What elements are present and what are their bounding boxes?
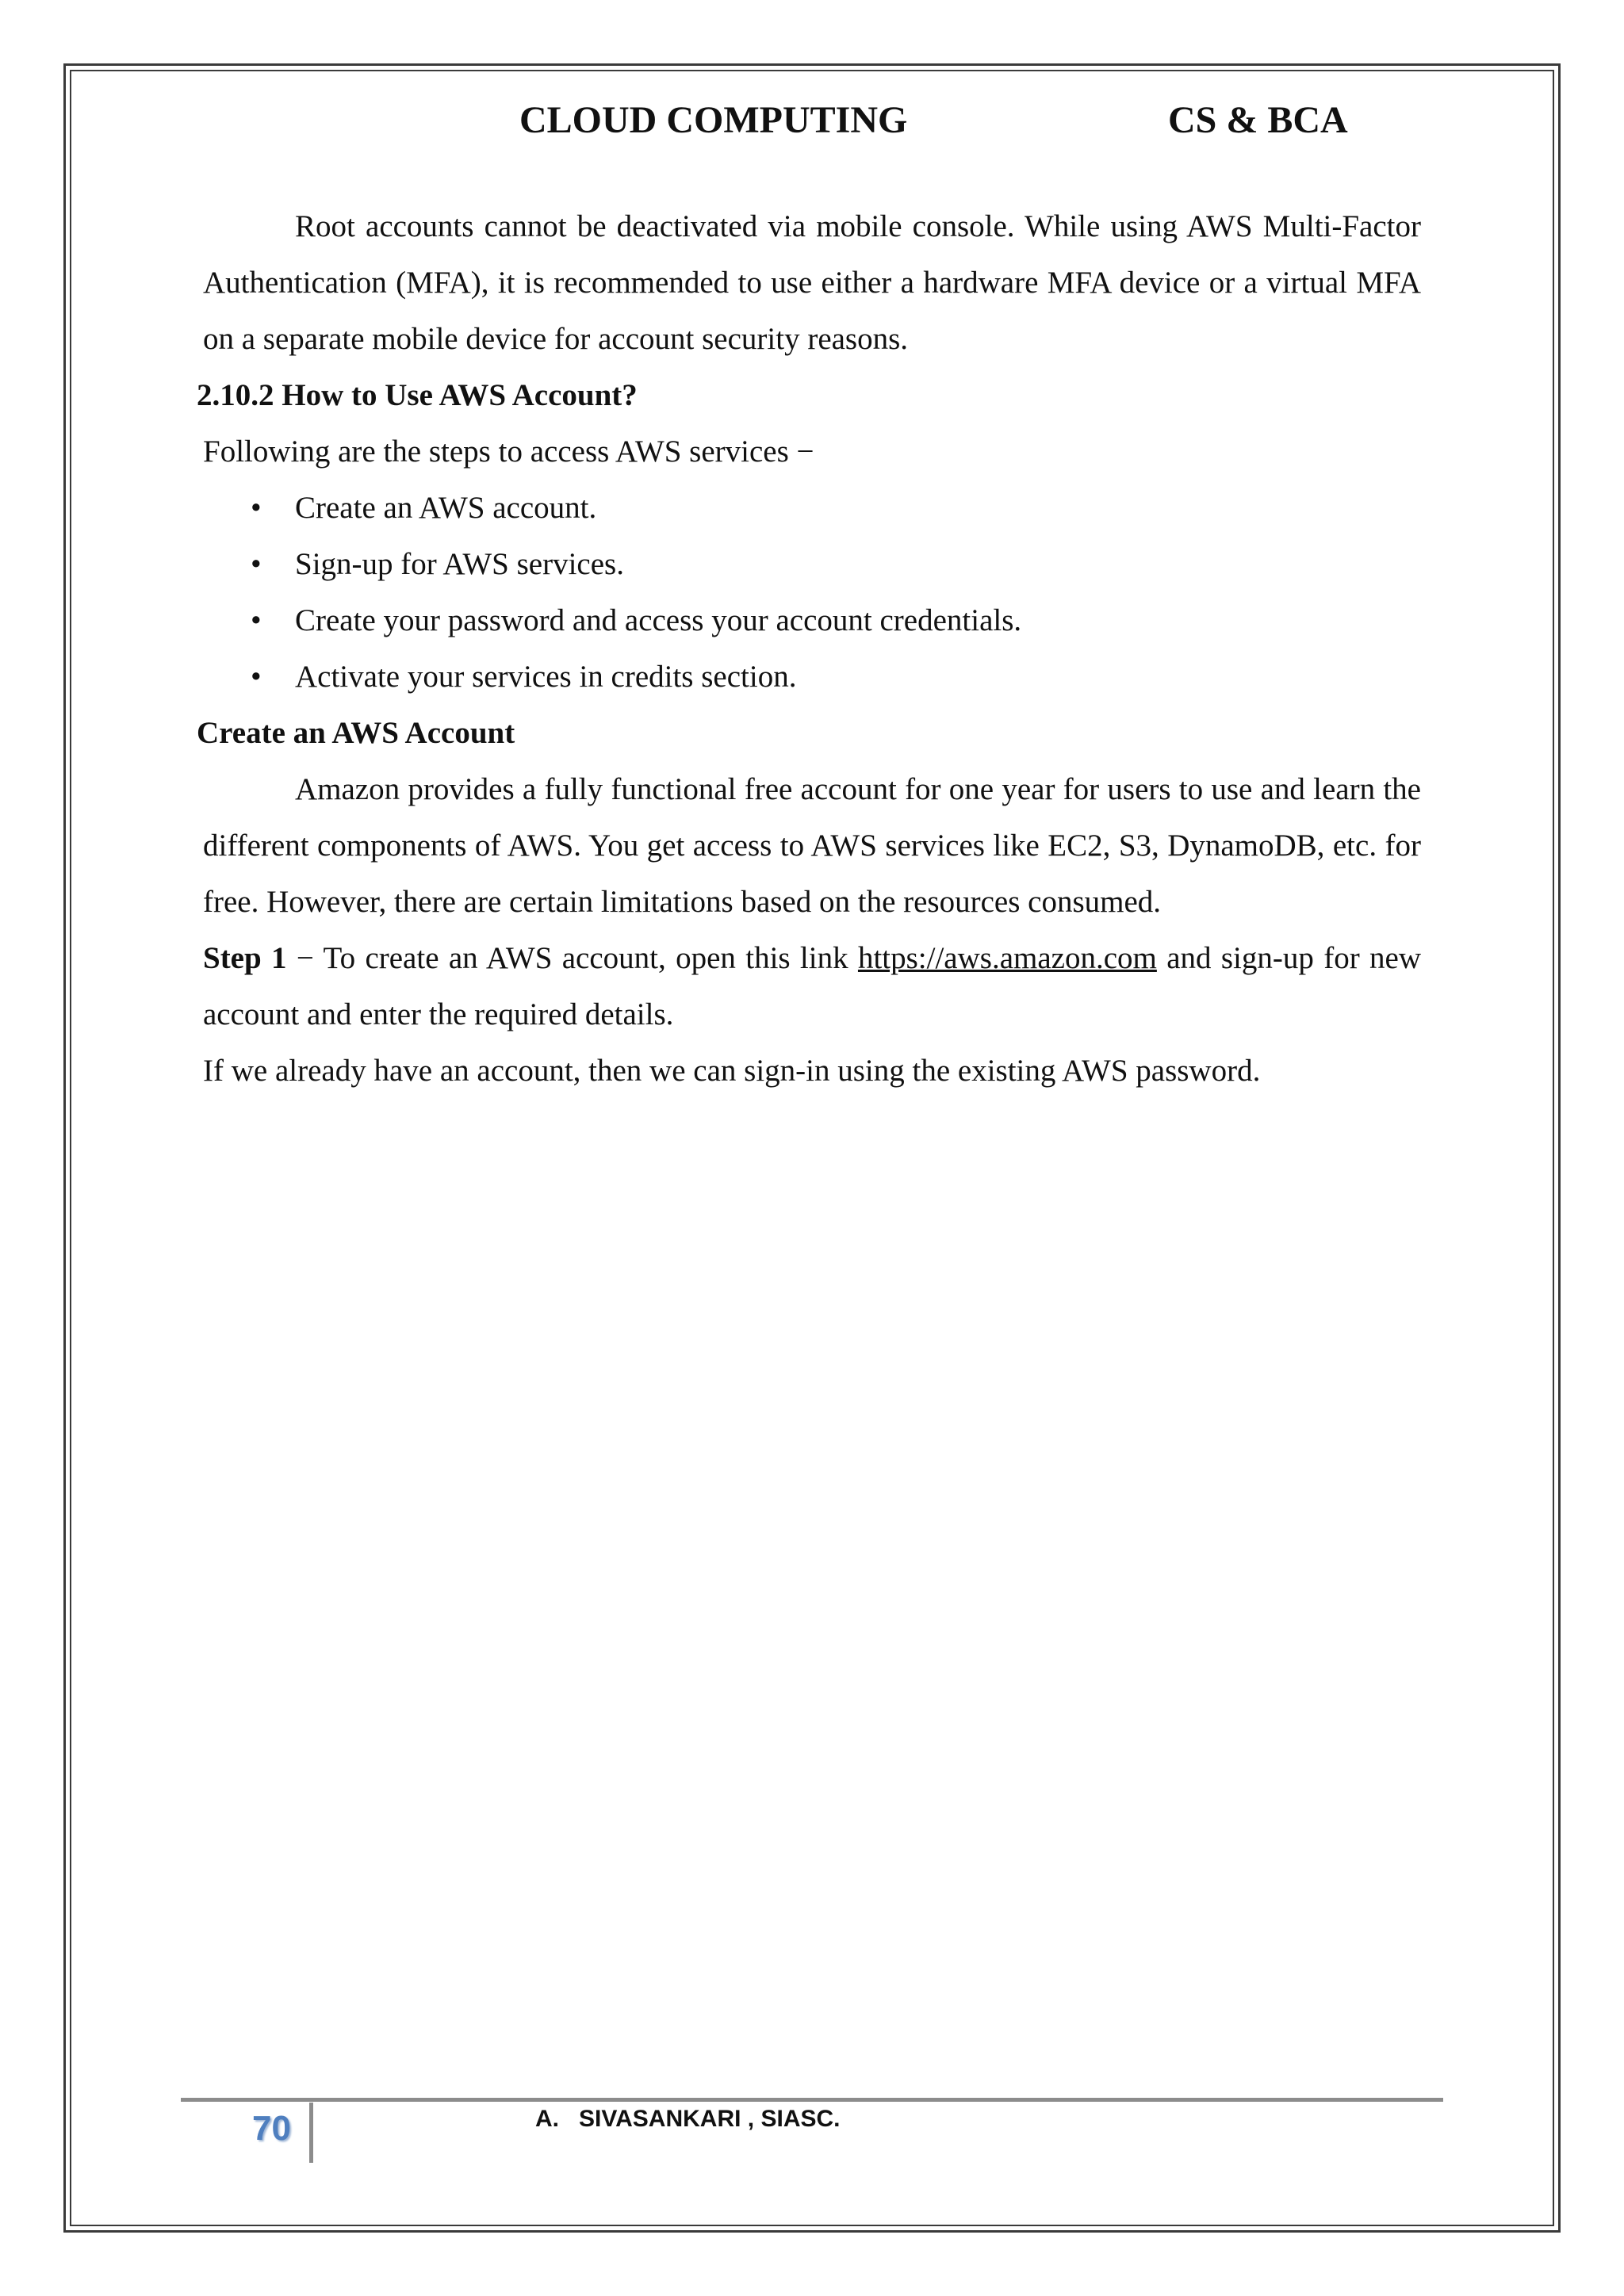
steps-list xyxy=(203,480,1421,705)
list-item-text: Create your password and access your account credentials. xyxy=(295,603,1022,637)
page-number: 70 xyxy=(252,2109,291,2148)
bullet-icon: • xyxy=(251,491,262,525)
header-course: CS & BCA xyxy=(1168,99,1348,141)
list-item xyxy=(203,480,1421,536)
page-content xyxy=(197,198,1422,1099)
list-item xyxy=(203,592,1421,649)
footer-author: A. SIVASANKARI , SIASC. xyxy=(535,2106,841,2132)
section-lead: Following are the steps to access AWS services − xyxy=(203,434,814,469)
create-account-paragraph: Amazon provides a fully functional free account for one year for users to use and learn the different components of AWS. You get access to AWS services like EC2, S3, DynamoDB, etc. for free. However, there are certain limitations based on the resources consumed. xyxy=(203,772,1421,919)
header-subject: CLOUD COMPUTING xyxy=(519,99,908,141)
step-1-text-after: and sign-up for new account and enter the required details. xyxy=(203,941,1422,1031)
step-1-text-before: − To create an AWS account, open this link xyxy=(286,941,858,975)
list-item-text: Sign-up for AWS services. xyxy=(295,547,624,581)
intro-paragraph: Root accounts cannot be deactivated via mobile console. While using AWS Multi-Factor Authentication (MFA), it is recommended to use either a hardware MFA device or a virtual MFA on a separate mobile device for account security reasons. xyxy=(203,209,1421,356)
aws-link[interactable]: https://aws.amazon.com xyxy=(857,941,1157,975)
footer-divider xyxy=(309,2103,313,2163)
bullet-icon: • xyxy=(251,603,262,637)
list-item-text: Create an AWS account. xyxy=(295,491,597,525)
step-1-label: Step 1 xyxy=(203,941,287,975)
create-account-heading: Create an AWS Account xyxy=(197,716,515,750)
signin-note: If we already have an account, then we can sign-in using the existing AWS password. xyxy=(203,1054,1261,1088)
footer-rule xyxy=(181,2098,1443,2102)
bullet-icon: • xyxy=(251,660,262,694)
step-1-paragraph xyxy=(203,930,1421,1043)
list-item-text: Activate your services in credits section. xyxy=(295,660,797,694)
page-header xyxy=(0,97,1624,144)
bullet-icon: • xyxy=(251,547,262,581)
section-heading: 2.10.2 How to Use AWS Account? xyxy=(197,378,638,412)
list-item xyxy=(203,649,1421,705)
list-item xyxy=(203,536,1421,592)
